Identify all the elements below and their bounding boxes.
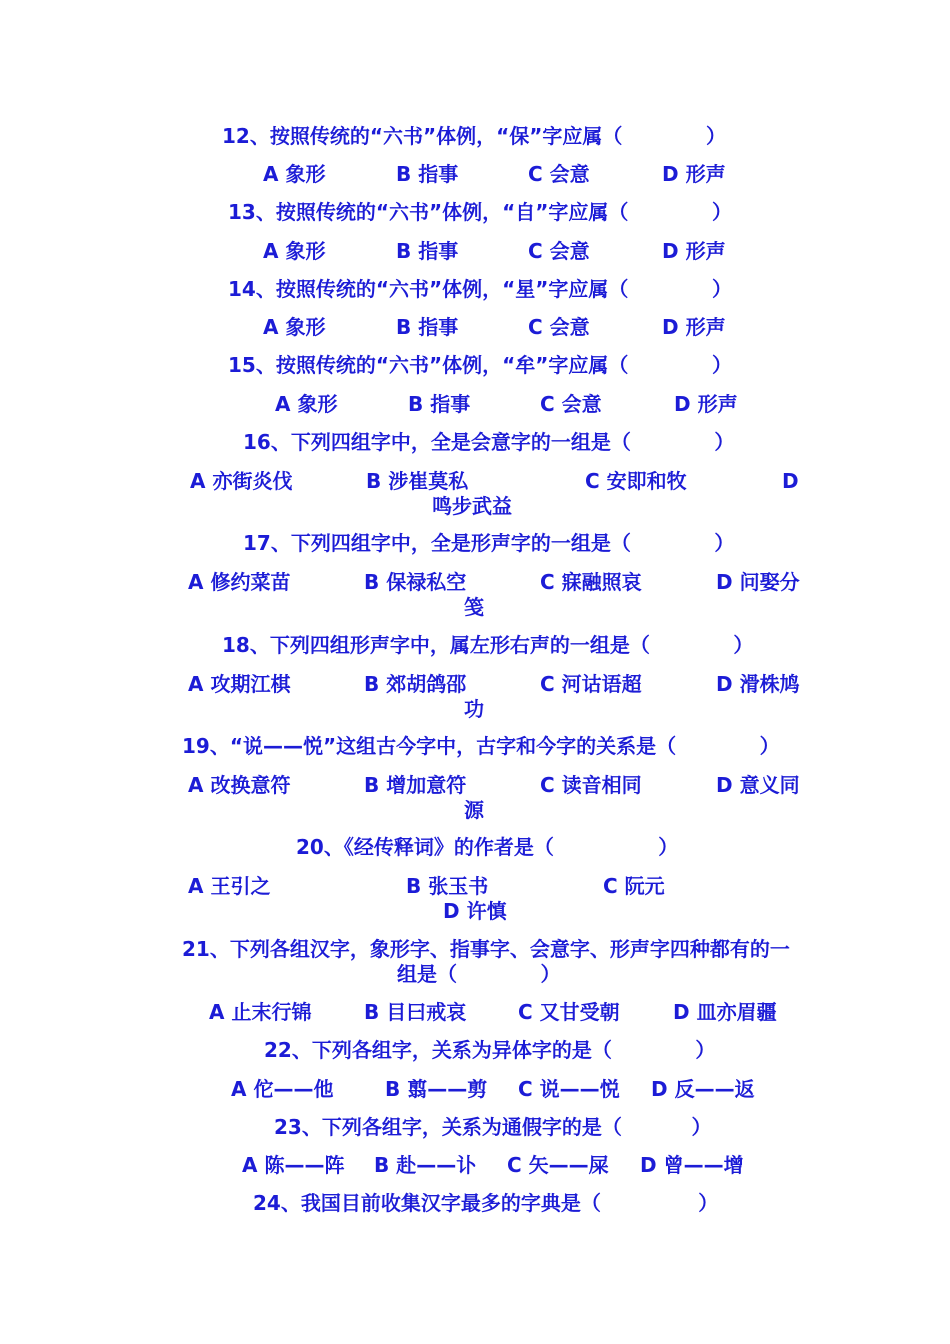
option-b: B 张玉书 xyxy=(406,874,489,898)
option-d: D 皿亦眉疆 xyxy=(673,1000,777,1024)
option-b: B 涉崔莫私 xyxy=(366,469,469,493)
option-c: C 寐融照哀 xyxy=(540,570,642,594)
option-c: C 会意 xyxy=(528,162,590,186)
option-d: D 问娶分 xyxy=(716,570,800,594)
option-c: C 矢——屎 xyxy=(507,1153,609,1177)
option-c: C 会意 xyxy=(528,315,590,339)
option-d: D 形声 xyxy=(662,315,726,339)
option-a: A 攻期江棋 xyxy=(188,672,291,696)
option-d: D 曾——增 xyxy=(640,1153,744,1177)
option-wrap: 功 xyxy=(464,697,484,721)
question-stem: 12、按照传统的“六书”体例，“保”字应属（ ） xyxy=(222,124,726,148)
option-b: B 郊胡鸽邵 xyxy=(364,672,467,696)
question-stem: 13、按照传统的“六书”体例，“自”字应属（ ） xyxy=(228,200,732,224)
option-a: A 改换意符 xyxy=(188,773,291,797)
option-b: B 增加意符 xyxy=(364,773,467,797)
question-stem: 22、下列各组字，关系为异体字的是（ ） xyxy=(264,1038,716,1062)
option-a: A 象形 xyxy=(263,315,326,339)
question-stem: 18、下列四组形声字中，属左形右声的一组是（ ） xyxy=(222,633,754,657)
option-wrap: 鸣步武益 xyxy=(432,494,512,518)
option-b: B 保禄私空 xyxy=(364,570,467,594)
option-a: A 象形 xyxy=(263,239,326,263)
option-b: B 指事 xyxy=(408,392,471,416)
option-d: D 反——返 xyxy=(651,1077,755,1101)
option-c: C 安即和牧 xyxy=(585,469,687,493)
option-c: C 读音相同 xyxy=(540,773,642,797)
option-d: D 形声 xyxy=(674,392,738,416)
option-c: C 说——悦 xyxy=(518,1077,620,1101)
option-b: B 翦——剪 xyxy=(385,1077,488,1101)
question-stem: 15、按照传统的“六书”体例，“牟”字应属（ ） xyxy=(228,353,732,377)
option-wrap: 笺 xyxy=(464,595,484,619)
option-a: A 象形 xyxy=(275,392,338,416)
option-c: C 又甘受朝 xyxy=(518,1000,620,1024)
option-a: A 王引之 xyxy=(188,874,271,898)
option-c: C 河诂语超 xyxy=(540,672,642,696)
option-b: B 指事 xyxy=(396,162,459,186)
question-stem: 23、下列各组字，关系为通假字的是（ ） xyxy=(274,1115,712,1139)
option-c: C 会意 xyxy=(540,392,602,416)
option-wrap: 源 xyxy=(464,798,484,822)
option-a: A 象形 xyxy=(263,162,326,186)
question-stem: 24、我国目前收集汉字最多的字典是（ ） xyxy=(253,1191,719,1215)
option-a: A 佗——他 xyxy=(231,1077,334,1101)
question-stem: 21、下列各组汉字，象形字、指事字、会意字、形声字四种都有的一 xyxy=(182,937,790,961)
question-stem: 14、按照传统的“六书”体例，“星”字应属（ ） xyxy=(228,277,732,301)
option-d: D 意义同 xyxy=(716,773,800,797)
option-d: D xyxy=(782,469,799,493)
question-stem: 19、“说——悦”这组古今字中，古字和今字的关系是（ ） xyxy=(182,734,780,758)
option-c: C 阮元 xyxy=(603,874,665,898)
option-a: A 止末行锦 xyxy=(209,1000,312,1024)
option-b: B 目曰戒哀 xyxy=(364,1000,467,1024)
question-stem: 17、下列四组字中，全是形声字的一组是（ ） xyxy=(243,531,735,555)
option-d: D 形声 xyxy=(662,162,726,186)
option-d: D 形声 xyxy=(662,239,726,263)
option-wrap: D 许慎 xyxy=(443,899,507,923)
question-stem-continued: 组是（ ） xyxy=(397,962,561,986)
question-stem: 20、《经传释词》的作者是（ ） xyxy=(296,835,679,859)
option-c: C 会意 xyxy=(528,239,590,263)
option-b: B 赴——讣 xyxy=(374,1153,477,1177)
option-b: B 指事 xyxy=(396,315,459,339)
option-b: B 指事 xyxy=(396,239,459,263)
option-d: D 滑株鸠 xyxy=(716,672,800,696)
option-a: A 修约菜苗 xyxy=(188,570,291,594)
question-stem: 16、下列四组字中，全是会意字的一组是（ ） xyxy=(243,430,735,454)
option-a: A 陈——阵 xyxy=(242,1153,345,1177)
option-a: A 亦街炎伐 xyxy=(190,469,293,493)
